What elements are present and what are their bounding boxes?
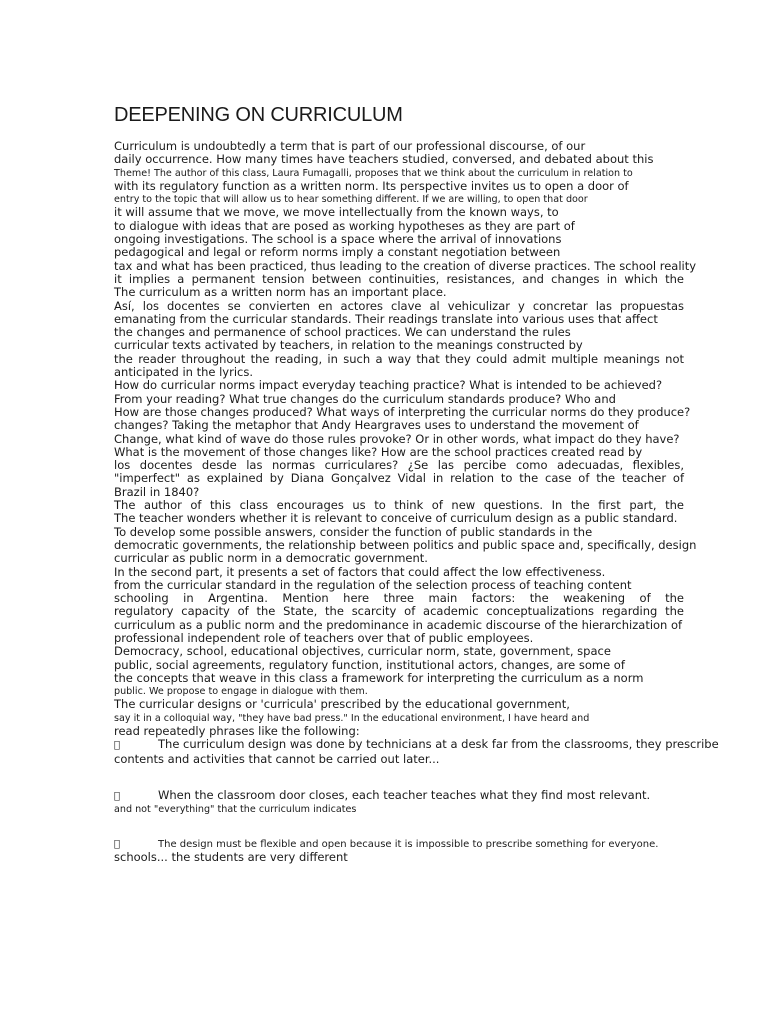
bullet-item: [114, 838, 684, 851]
bullet-item: [114, 786, 684, 803]
body-text-line: say it in a colloquial way, "they have bad press." In the educational environment, I have heard and: [114, 712, 590, 724]
body-text-line: professional independent role of teachers over that of public employees.: [114, 630, 534, 645]
body-text-line: tax and what has been practiced, thus leading to the creation of diverse practices. The school reality: [114, 258, 697, 273]
document-body: [114, 139, 697, 739]
body-text-line: Así, los docentes se convierten en actores clave al vehiculizar y concretar las propuestas: [114, 298, 684, 313]
body-text-line: How are those changes produced? What ways of interpreting the curricular norms do they produce?: [114, 404, 691, 419]
body-text-line: curriculum as a public norm and the predominance in academic discourse of the hierarchization of: [114, 617, 683, 632]
bullet-icon: [114, 838, 158, 851]
body-text-line: The teacher wonders whether it is relevant to conceive of curriculum design as a public standard.: [114, 511, 678, 526]
bullet-item: [114, 737, 719, 752]
body-text-line: from the curricular standard in the regulation of the selection process of teaching content: [114, 577, 632, 592]
body-text-line: the changes and permanence of school practices. We can understand the rules: [114, 325, 571, 340]
body-text-line: Curriculum is undoubtedly a term that is part of our professional discourse, of our: [114, 139, 586, 153]
body-text-line: curricular as public norm in a democratic government.: [114, 551, 428, 566]
bullet-continuation: and not "everything" that the curriculum indicates: [114, 802, 357, 814]
body-text-line: the reader throughout the reading, in such a way that they could admit multiple meanings not: [114, 351, 684, 366]
body-text-line: How do curricular norms impact everyday teaching practice? What is intended to be achieved?: [114, 378, 663, 393]
bullet-icon: [114, 790, 158, 803]
bullet-text: When the classroom door closes, each teacher teaches what they find most relevant.: [158, 786, 651, 801]
bullet-text: The curriculum design was done by technicians at a desk far from the classrooms, they prescribe: [158, 737, 719, 752]
body-text-line: democratic governments, the relationship between politics and public space and, specifically, design: [114, 537, 697, 552]
body-text-line: los docentes desde las normas curriculares? ¿Se las percibe como adecuadas, flexibles,: [114, 458, 684, 473]
body-text-line: it will assume that we move, we move intellectually from the known ways, to: [114, 205, 559, 220]
body-text-line: Democracy, school, educational objectives, curricular norm, state, government, space: [114, 644, 611, 659]
body-text-line: The curricular designs or 'curricula' prescribed by the educational government,: [114, 697, 570, 712]
body-text-line: entry to the topic that will allow us to hear something different. If we are willing, to open that door: [114, 194, 588, 206]
body-text-line: daily occurrence. How many times have teachers studied, conversed, and debated about this: [114, 152, 654, 167]
bullet-continuation: schools... the students are very different: [114, 847, 348, 862]
bullet-list: [114, 737, 719, 864]
body-text-line: The curriculum as a written norm has an important place.: [114, 285, 447, 300]
body-text-line: emanating from the curricular standards. Their readings translate into various uses that affect: [114, 311, 658, 326]
body-text-line: ongoing investigations. The school is a space where the arrival of innovations: [114, 232, 562, 247]
bullet-continuation: contents and activities that cannot be carried out later...: [114, 750, 440, 765]
body-text-line: Theme! The author of this class, Laura Fumagalli, proposes that we think about the curriculum in relation to: [114, 167, 633, 179]
body-text-line: pedagogical and legal or reform norms imply a constant negotiation between: [114, 245, 561, 260]
body-text-line: To develop some possible answers, consider the function of public standards in the: [114, 524, 593, 539]
body-text-line: the concepts that weave in this class a framework for interpreting the curriculum as a norm: [114, 670, 644, 685]
body-text-line: with its regulatory function as a written norm. Its perspective invites us to open a door of: [114, 178, 629, 193]
document-title: DEEPENING ON CURRICULUM: [114, 104, 403, 126]
bullet-text: The design must be flexible and open because it is impossible to prescribe something for everyone.: [158, 836, 659, 848]
body-text-line: Brazil in 1840?: [114, 484, 200, 499]
body-text-line: regulatory capacity of the State, the scarcity of academic conceptualizations regarding the: [114, 604, 684, 619]
body-text-line: it implies a permanent tension between continuities, resistances, and changes in which the: [114, 271, 684, 286]
body-text-line: to dialogue with ideas that are posed as working hypotheses as they are part of: [114, 218, 575, 233]
body-text-line: curricular texts activated by teachers, in relation to the meanings constructed by: [114, 338, 583, 353]
body-text-line: "imperfect" as explained by Diana Gonçalvez Vidal in relation to the case of the teacher of: [114, 471, 684, 486]
body-text-line: In the second part, it presents a set of factors that could affect the low effectiveness.: [114, 564, 606, 579]
document-page: [114, 102, 719, 864]
body-text-line: schooling in Argentina. Mention here three main factors: the weakening of the: [114, 591, 684, 606]
body-text-line: public, social agreements, regulatory function, institutional actors, changes, are some of: [114, 657, 625, 672]
body-text-line: public. We propose to engage in dialogue with them.: [114, 686, 368, 698]
bullet-icon: [114, 739, 158, 752]
body-text-line: Change, what kind of wave do those rules provoke? Or in other words, what impact do they have?: [114, 431, 680, 446]
body-text-line: changes? Taking the metaphor that Andy Heargraves uses to understand the movement of: [114, 418, 639, 433]
body-text-line: anticipated in the lyrics.: [114, 365, 254, 380]
body-text-line: What is the movement of those changes like? How are the school practices created read by: [114, 444, 643, 459]
body-text-line: From your reading? What true changes do the curriculum standards produce? Who and: [114, 391, 616, 406]
body-text-line: The author of this class encourages us to think of new questions. In the first part, the: [114, 498, 684, 513]
body-text-line: read repeatedly phrases like the following:: [114, 724, 360, 739]
